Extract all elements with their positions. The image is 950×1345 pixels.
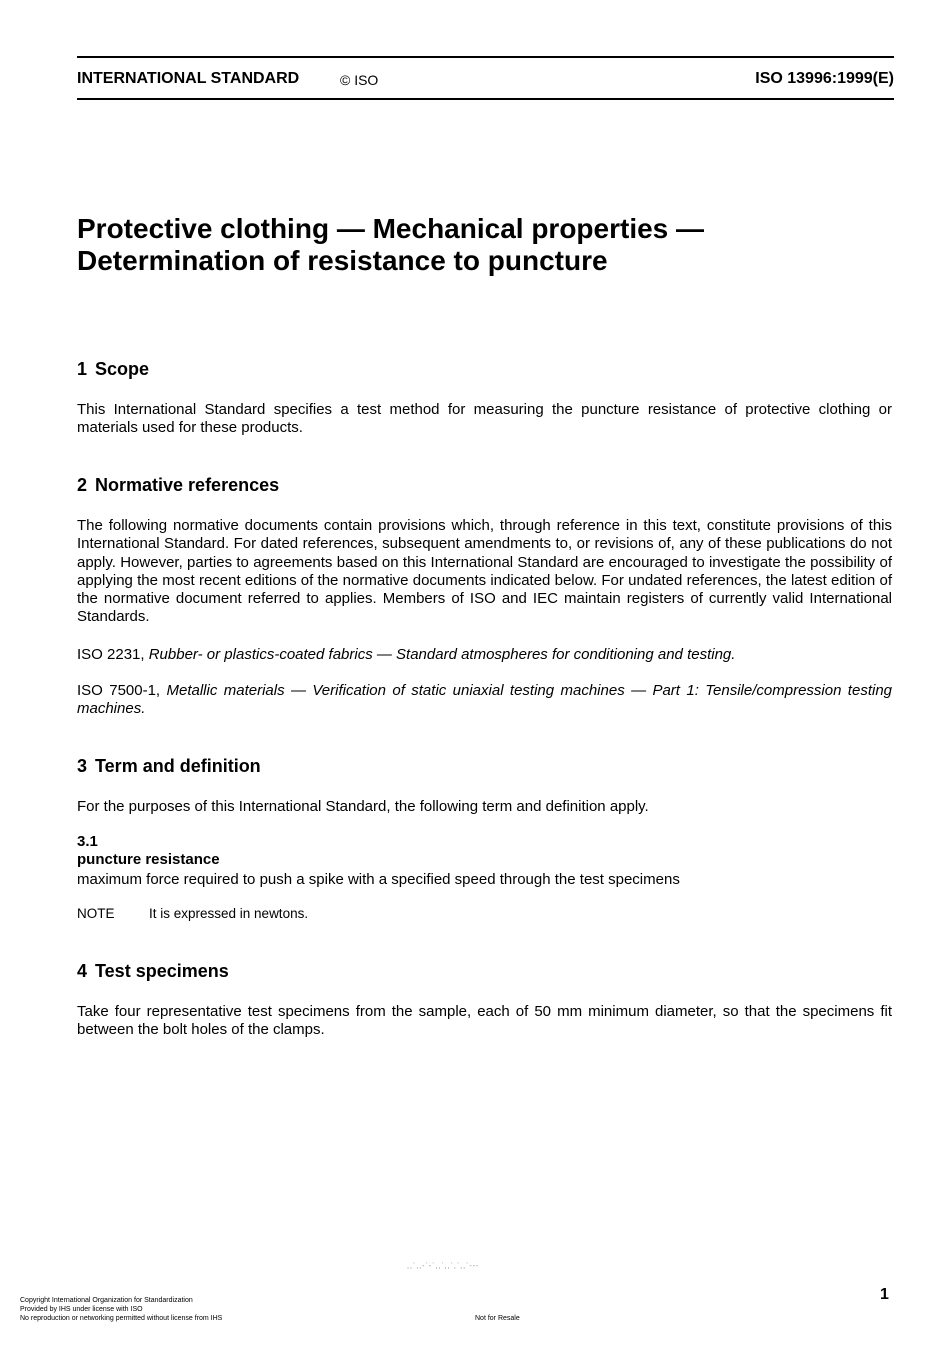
- section-3-heading: [77, 756, 261, 777]
- scope-paragraph: This International Standard specifies a test method for measuring the puncture resistance of protective clothing or materials used for these products.: [77, 401, 892, 437]
- header-copyright: © ISO: [340, 72, 379, 88]
- section-4-number: 4: [77, 961, 88, 981]
- specimens-paragraph: Take four representative test specimens from the sample, each of 50 mm minimum diameter, so that the specimens fit between the bolt holes of the clamps.: [77, 1003, 892, 1039]
- header-bottom-rule: [77, 98, 894, 100]
- reference-1-code: ISO 2231,: [77, 646, 145, 663]
- term-name: puncture resistance: [77, 851, 220, 868]
- reference-1-title: Rubber- or plastics-coated fabrics — Standard atmospheres for conditioning and testing.: [148, 646, 736, 663]
- header-document-code: ISO 13996:1999(E): [755, 70, 894, 87]
- term-definition: maximum force required to push a spike with a specified speed through the test specimens: [77, 871, 680, 888]
- footer-copyright-line-3: No reproduction or networking permitted without license from IHS: [20, 1315, 223, 1322]
- section-4-heading: [77, 961, 229, 982]
- reference-2-title: Metallic materials — Verification of static uniaxial testing machines — Part 1: Tensile/compression testing machines.: [77, 682, 893, 718]
- section-2-title: Normative references: [95, 475, 280, 495]
- term-note: [77, 906, 308, 921]
- section-1-number: 1: [77, 359, 88, 379]
- normative-paragraph: The following normative documents contain provisions which, through reference in this text, constitute provisions of this International Standard. For dated references, subsequent amendments to, or revisions of, any of these publications do not apply. However, parties to agreements based on this International Standard are encouraged to investigate the possibility of applying the most recent editions of the normative documents indicated below. For undated references, the latest edition of the normative document referred to applies. Members of ISO and IEC maintain registers of currently valid International Standards.: [77, 517, 892, 626]
- note-text: It is expressed in newtons.: [149, 906, 309, 921]
- section-2-number: 2: [77, 475, 88, 495]
- faint-watermark-marks: ,,`,,-`-`,,`,,`,`,,`---: [407, 1263, 480, 1270]
- footer-copyright-line-2: Provided by IHS under license with ISO: [20, 1306, 143, 1313]
- note-label: NOTE: [77, 906, 115, 921]
- footer-copyright-line-1: Copyright International Organization for Standardization: [20, 1297, 193, 1304]
- header-standard-label: INTERNATIONAL STANDARD: [77, 70, 300, 87]
- page-number: 1: [880, 1286, 889, 1303]
- title-line-1: Protective clothing — Mechanical properties —: [77, 213, 705, 244]
- section-3-title: Term and definition: [95, 756, 261, 776]
- section-2-heading: [77, 475, 279, 496]
- header-top-rule: [77, 56, 894, 58]
- title-line-2: Determination of resistance to puncture: [77, 245, 608, 276]
- section-1-heading: [77, 359, 149, 380]
- term-number: 3.1: [77, 833, 98, 850]
- footer-copyright: [20, 1296, 222, 1323]
- section-1-title: Scope: [95, 359, 150, 379]
- terms-intro: For the purposes of this International Standard, the following term and definition apply.: [77, 798, 649, 815]
- footer-not-for-resale: Not for Resale: [475, 1315, 520, 1322]
- reference-iso-2231: [77, 646, 892, 664]
- section-4-title: Test specimens: [95, 961, 229, 981]
- section-3-number: 3: [77, 756, 88, 776]
- reference-iso-7500-1: [77, 682, 892, 719]
- reference-2-code: ISO 7500-1,: [77, 682, 161, 699]
- document-title: [77, 213, 897, 277]
